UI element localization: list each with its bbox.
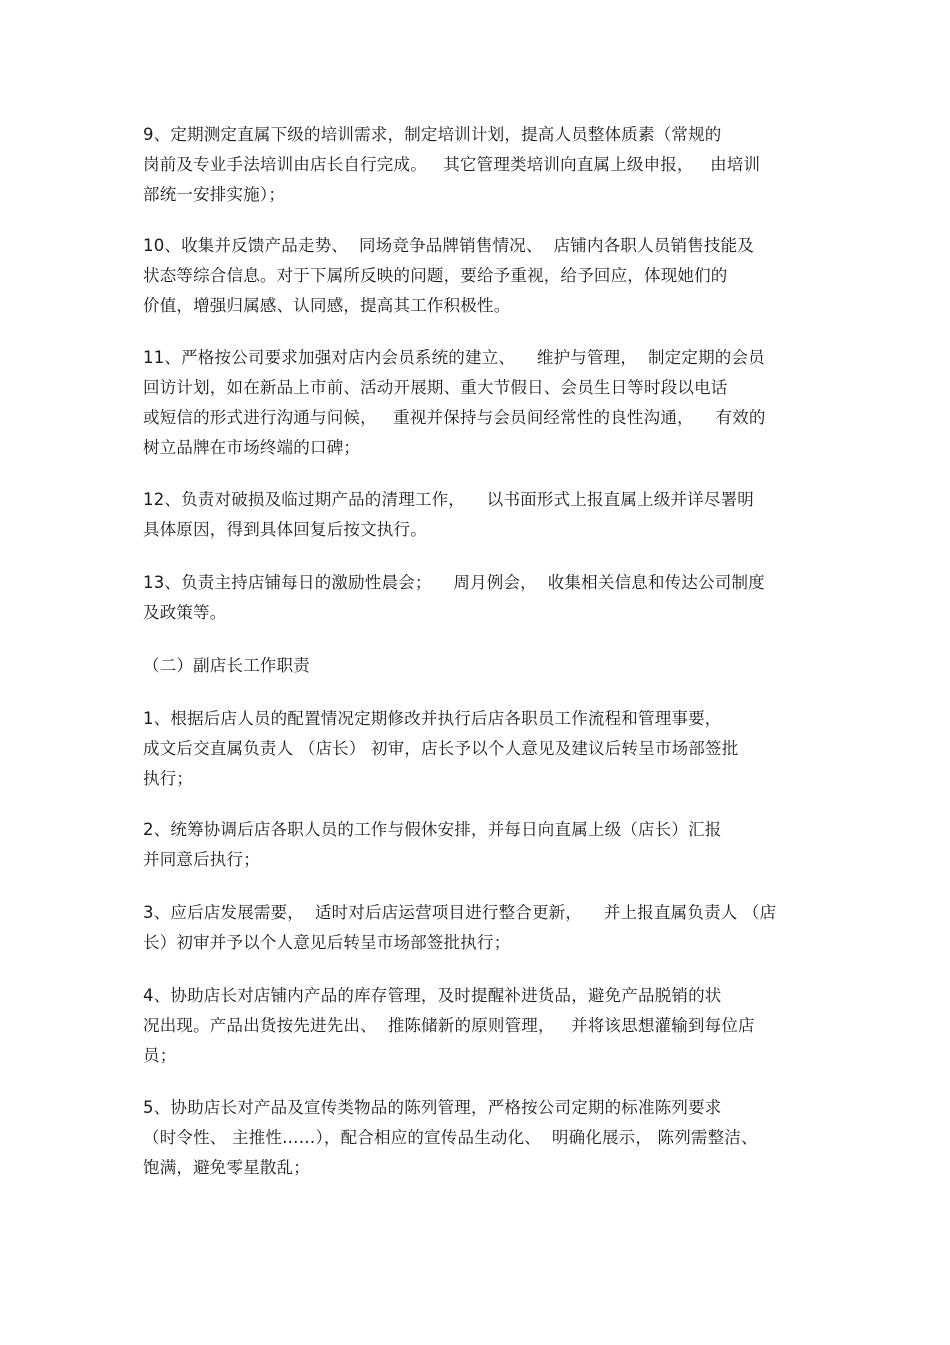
text-line: 成文后交直属负责人 （店长） 初审，店长予以个人意见及建议后转呈市场部签批 xyxy=(143,739,739,758)
text-line: 部统一安排实施）； xyxy=(143,185,286,204)
paragraph-11 xyxy=(143,343,823,463)
paragraph-12 xyxy=(143,485,823,545)
text-line: （时令性、 主推性……），配合相应的宣传品生动化、 明确化展示， 陈列需整洁、 xyxy=(143,1128,758,1147)
text-line: 岗前及专业手法培训由店长自行完成。 其它管理类培训向直属上级申报， 由培训 xyxy=(143,155,761,174)
paragraph-9 xyxy=(143,120,823,210)
text-line: 状态等综合信息。对于下属所反映的问题，要给予重视，给予回应，体现她们的 xyxy=(143,266,728,285)
section-heading xyxy=(143,651,823,681)
text-line: 13、负责主持店铺每日的激励性晨会； 周月例会， 收集相关信息和传达公司制度 xyxy=(143,573,765,592)
section-title: （二）副店长工作职责 xyxy=(143,656,310,675)
text-line: 况出现。产品出货按先进先出、 推陈储新的原则管理， 并将该思想灌输到每位店 xyxy=(143,1016,755,1035)
text-line: 回访计划，如在新品上市前、活动开展期、重大节假日、会员生日等时段以电话 xyxy=(143,378,728,397)
text-line: 3、应后店发展需要， 适时对后店运营项目进行整合更新， 并上报直属负责人 （店 xyxy=(143,903,777,922)
text-line: 并同意后执行； xyxy=(143,850,260,869)
text-line: 9、定期测定直属下级的培训需求，制定培训计划，提高人员整体质素（常规的 xyxy=(143,125,722,144)
text-line: 树立品牌在市场终端的口碑； xyxy=(143,438,361,457)
paragraph-13 xyxy=(143,568,823,628)
duty-item-1 xyxy=(143,704,823,794)
text-line: 5、协助店长对产品及宣传类物品的陈列管理，严格按公司定期的标准陈列要求 xyxy=(143,1098,722,1117)
text-line: 员； xyxy=(143,1046,177,1065)
text-line: 4、协助店长对店铺内产品的库存管理，及时提醒补进货品，避免产品脱销的状 xyxy=(143,986,722,1005)
text-line: 12、负责对破损及临过期产品的清理工作， 以书面形式上报直属上级并详尽署明 xyxy=(143,490,754,509)
text-line: 及政策等。 xyxy=(143,603,227,622)
text-line: 10、收集并反馈产品走势、 同场竞争品牌销售情况、 店铺内各职人员销售技能及 xyxy=(143,236,754,255)
text-line: 1、根据后店人员的配置情况定期修改并执行后店各职员工作流程和管理事要， xyxy=(143,709,722,728)
text-line: 长）初审并予以个人意见后转呈市场部签批执行； xyxy=(143,933,511,952)
duty-item-5 xyxy=(143,1093,823,1183)
text-line: 执行； xyxy=(143,769,194,788)
paragraph-10 xyxy=(143,231,823,321)
text-line: 饱满，避免零星散乱； xyxy=(143,1158,310,1177)
text-line: 价值，增强归属感、认同感，提高其工作积极性。 xyxy=(143,296,511,315)
text-line: 具体原因，得到具体回复后按文执行。 xyxy=(143,520,427,539)
duty-item-4 xyxy=(143,981,823,1071)
duty-item-2 xyxy=(143,815,823,875)
text-line: 2、统筹协调后店各职人员的工作与假休安排，并每日向直属上级（店长）汇报 xyxy=(143,820,722,839)
text-line: 11、严格按公司要求加强对店内会员系统的建立、 维护与管理， 制定定期的会员 xyxy=(143,348,765,367)
text-line: 或短信的形式进行沟通与问候， 重视并保持与会员间经常性的良性沟通， 有效的 xyxy=(143,408,766,427)
duty-item-3 xyxy=(143,898,823,958)
